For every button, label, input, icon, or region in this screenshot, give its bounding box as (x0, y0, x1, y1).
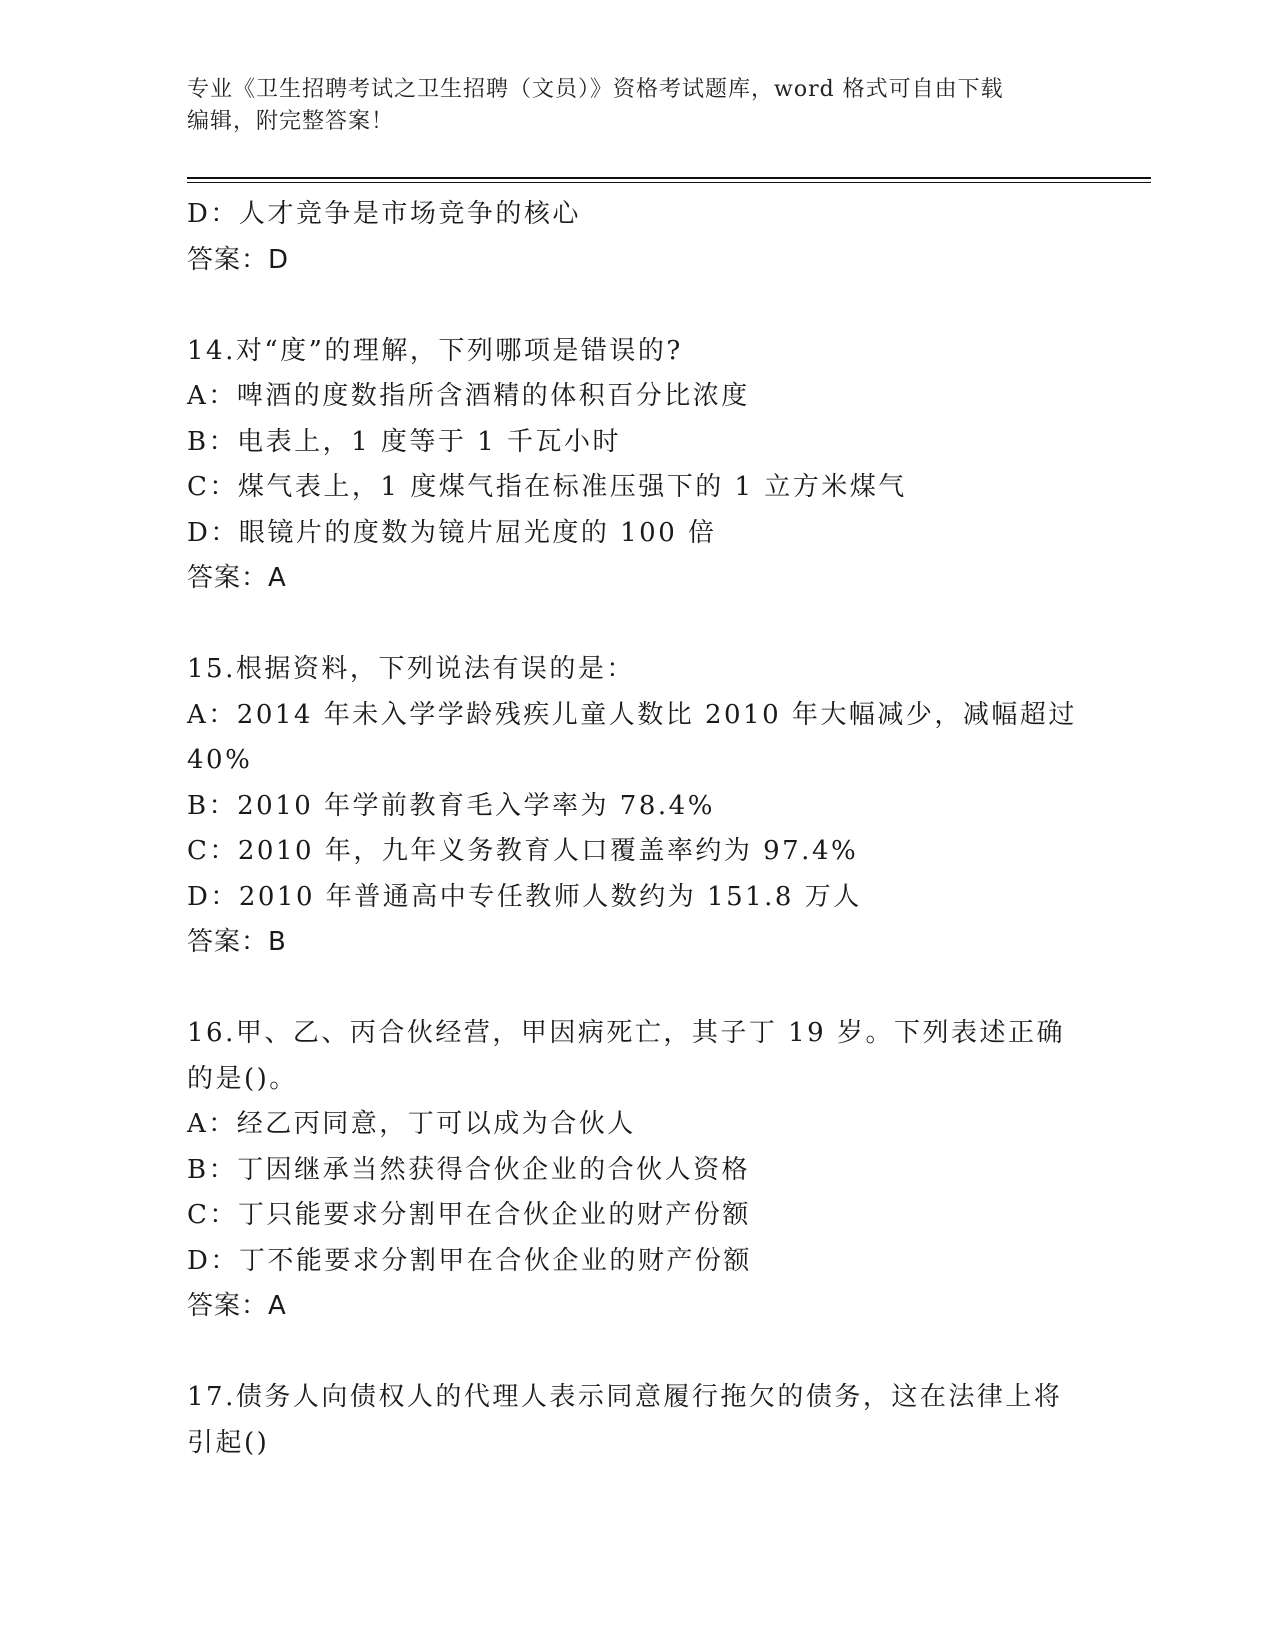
spacer (187, 602, 1087, 648)
option-d: D：2010 年普通高中专任教师人数约为 151.8 万人 (187, 881, 862, 912)
option-b: B：电表上，1 度等于 1 千瓦小时 (187, 426, 621, 457)
option-c: C：煤气表上，1 度煤气指在标准压强下的 1 立方米煤气 (187, 472, 907, 502)
question-block-15 (187, 647, 1087, 966)
option-c: C：2010 年，九年义务教育人口覆盖率约为 97.4% (187, 836, 859, 866)
question-stem: 15.根据资料，下列说法有误的是： (187, 654, 635, 684)
option-d: D：丁不能要求分割甲在合伙企业的财产份额 (187, 1245, 752, 1276)
option-a: A：2014 年未入学学龄残疾儿童人数比 2010 年大幅减少，减幅超过 (187, 699, 1077, 730)
question-block-14 (187, 329, 1087, 602)
answer-line: 答案：A (187, 1291, 287, 1321)
header-rule-thin (187, 182, 1151, 183)
answer-line: 答案：D (187, 244, 290, 275)
question-block-13 (187, 192, 1087, 283)
answer-line: 答案：A (187, 563, 287, 593)
option-b: B：丁因继承当然获得合伙企业的合伙人资格 (187, 1154, 751, 1185)
option-c: C：丁只能要求分割甲在合伙企业的财产份额 (187, 1200, 751, 1230)
question-block-16 (187, 1011, 1087, 1330)
question-stem: 16.甲、乙、丙合伙经营，甲因病死亡，其子丁 19 岁。下列表述正确 (187, 1018, 1065, 1048)
answer-line: 答案：B (187, 927, 287, 957)
header-rule-thick (187, 177, 1151, 179)
header-line-2: 编辑，附完整答案！ (187, 109, 395, 134)
option-a-continued: 40% (187, 745, 253, 775)
question-stem-continued: 引起() (187, 1427, 270, 1458)
spacer (187, 966, 1087, 1012)
spacer (187, 283, 1087, 329)
question-stem: 14.对“度”的理解，下列哪项是错误的? (187, 335, 683, 366)
option-a: A：经乙丙同意，丁可以成为合伙人 (187, 1109, 636, 1139)
question-stem-continued: 的是()。 (187, 1063, 298, 1094)
question-block-17 (187, 1375, 1087, 1466)
spacer (187, 1330, 1087, 1376)
header-line-1: 专业《卫生招聘考试之卫生招聘（文员）》资格考试题库，word 格式可自由下载 (187, 77, 1004, 102)
option-d: D：人才竞争是市场竞争的核心 (187, 199, 581, 229)
question-list (187, 192, 1087, 1466)
option-a: A：啤酒的度数指所含酒精的体积百分比浓度 (187, 381, 750, 411)
document-header (187, 74, 1087, 138)
option-d: D：眼镜片的度数为镜片屈光度的 100 倍 (187, 517, 717, 548)
option-b: B：2010 年学前教育毛入学率为 78.4% (187, 790, 715, 821)
question-stem: 17.债务人向债权人的代理人表示同意履行拖欠的债务，这在法律上将 (187, 1382, 1063, 1412)
